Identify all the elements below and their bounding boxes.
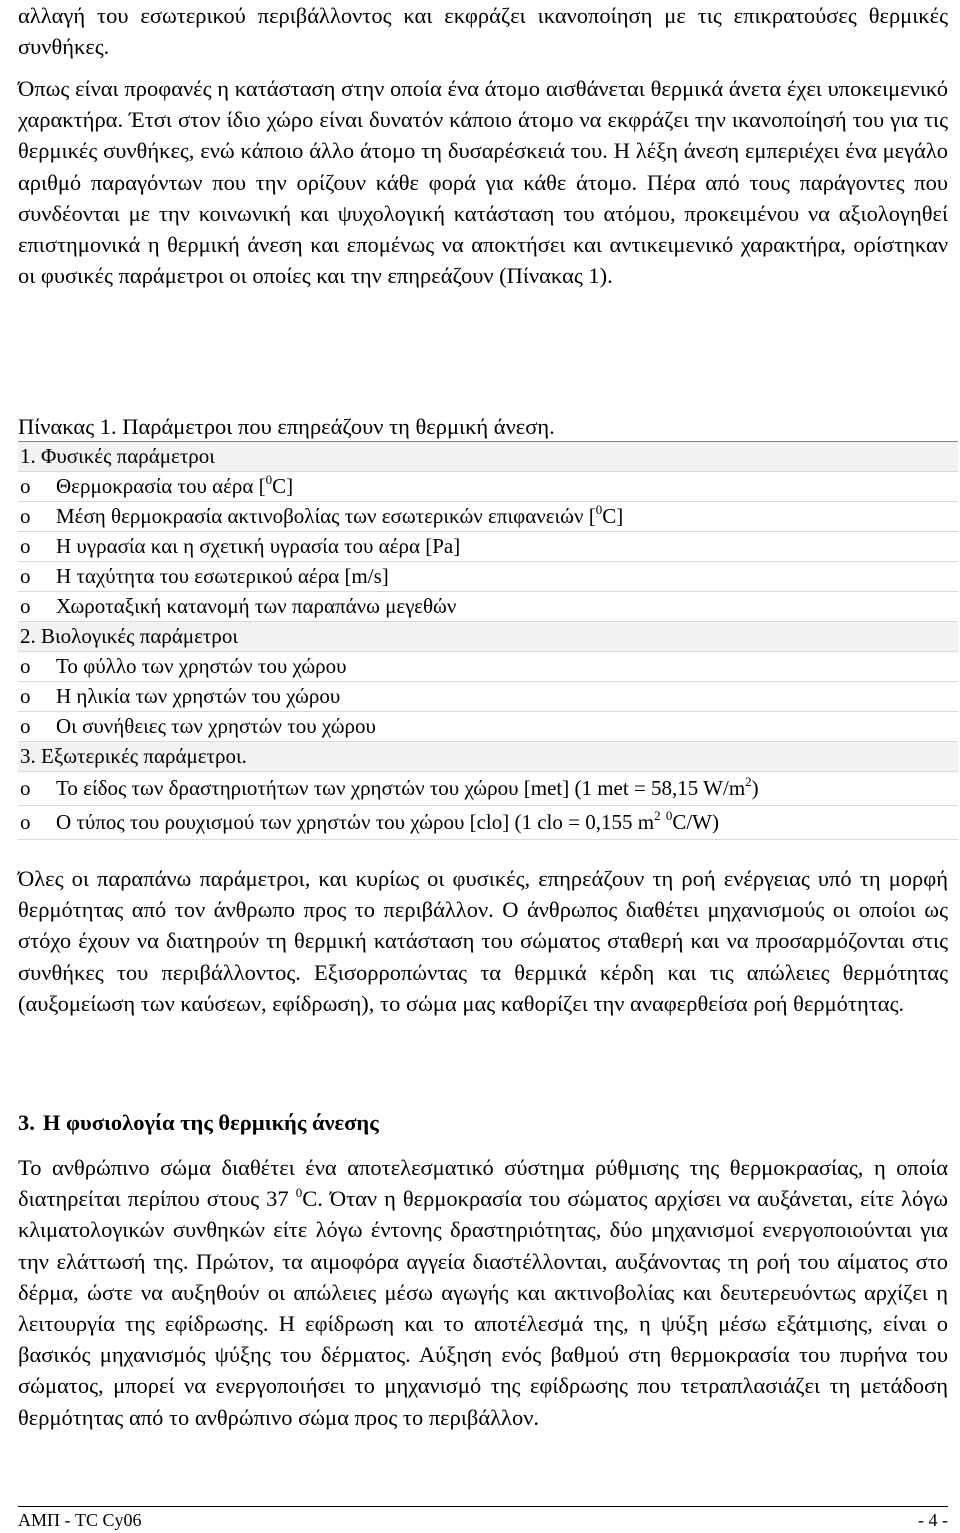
footer-page-number: - 4 -: [918, 1510, 948, 1530]
section-number: 3.: [18, 1110, 35, 1135]
bullet-icon: o: [20, 776, 31, 800]
after-table-paragraph: Όλες οι παραπάνω παράμετροι, και κυρίως οι φυσικές, επηρεάζουν τη ροή ενέργειας υπό τη μορφή θερμότητας από τον άνθρωπο προς το περιβάλλον. Ο άνθρωπος διαθέτει μηχανισμούς οι οποίοι ως στόχο έχουν να διατηρούν τη θερμική κατάσταση του σώματος σταθερή και να προσαρμόζονται στις συνθήκες του περιβάλλοντος. Εξισορροπώντας τα θερμικά κέρδη και τις απώλειες θερμότητας (αυξομείωση των καύσεων, εφίδρωση), το σώμα μας καθορίζει την αναφερθείσα ροή θερμότητας.: [18, 866, 948, 1016]
footer-document-code: ΑΜΠ - TC Cy06: [18, 1510, 142, 1530]
table-section-header: 3. Εξωτερικές παράμετροι.: [18, 742, 958, 772]
bullet-icon: o: [20, 504, 31, 528]
parameter-text: Χωροταξική κατανομή των παραπάνω μεγεθών: [56, 594, 457, 618]
bullet-icon: o: [20, 474, 31, 498]
table-section-header: 2. Βιολογικές παράμετροι: [18, 622, 958, 652]
bullet-icon: o: [20, 684, 31, 708]
page-footer: [18, 1506, 948, 1531]
intro-paragraph: Όπως είναι προφανές η κατάσταση στην οποία ένα άτομο αισθάνεται θερμικά άνετα έχει υποκειμενικό χαρακτήρα. Έτσι στον ίδιο χώρο είναι δυνατόν κάποιο άτομο να εκφράζει την ικανοποίησή του για τις θερμικές συνθήκες, ενώ κάποιο άλλο άτομο τη δυσαρέσκειά του. Η λέξη άνεση εμπεριέχει ένα μεγάλο αριθμό παραγόντων που την ορίζουν κάθε φορά για κάθε άτομο. Πέρα από τους παράγοντες που συνδέονται με την κοινωνική και ψυχολογική κατάσταση του ατόμου, προκειμένου να αξιολογηθεί επιστημονικά η θερμική άνεση και επομένως να αποκτήσει και αντικειμενικό χαρακτήρα, ορίστηκαν οι φυσικές παράμετροι οι οποίες και την επηρεάζουν (Πίνακας 1).: [18, 76, 948, 289]
parameter-text: Οι συνήθειες των χρηστών του χώρου: [56, 714, 376, 738]
bullet-icon: o: [20, 714, 31, 738]
table-row: [18, 712, 958, 742]
parameter-text: Η ταχύτητα του εσωτερικού αέρα [m/s]: [56, 564, 389, 588]
table-section-header-row: [18, 622, 958, 652]
parameter-cell: [54, 772, 958, 806]
parameter-cell: [54, 502, 958, 532]
parameter-text: Θερμοκρασία του αέρα [: [56, 474, 266, 498]
table-row: [18, 562, 958, 592]
table-row: [18, 682, 958, 712]
unit-superscript: 0: [265, 472, 273, 487]
section-paragraph-start: Το ανθρώπινο σώμα διαθέτει ένα αποτελεσματικό σύστημα ρύθμισης της θερμοκρασίας, η οποία διατηρείται περίπου στους 37: [18, 1155, 948, 1212]
table-row: [18, 652, 958, 682]
section-paragraph-rest: C. Όταν η θερμοκρασία του σώματος αρχίσει να αυξάνεται, είτε λόγω κλιματολογικών συνθηκών είτε λόγω έντονης δραστηριότητας, δύο μηχανισμοί ενεργοποιούνται για την ελάττωσή της. Πρώτον, τα αιμοφόρα αγγεία διαστέλλονται, αυξάνοντας τη ροή του αίματος στο δέρμα, ώστε να αυξηθούν οι απώλειες μέσω αγωγής και ακτινοβολίας και δευτερευόντως αρχίζει η λειτουργία της εφίδρωσης. Η εφίδρωση και το αποτέλεσμά της, η ψύξη μέσω εξάτμισης, είναι ο βασικός μηχανισμός ψύξης του δέρματος. Αύξηση ενός βαθμού στη θερμοκρασία του πυρήνα του σώματος, μπορεί να ενεργοποιήσει το μηχανισμό της εφίδρωσης που τετραπλασιάζει τη μετάδοση θερμότητας από το ανθρώπινο σώμα προς το περιβάλλον.: [18, 1186, 948, 1430]
parameters-table: [18, 441, 958, 840]
table-row: [18, 772, 958, 806]
bullet-icon: o: [20, 534, 31, 558]
parameter-text: Μέση θερμοκρασία ακτινοβολίας των εσωτερικών επιφανειών [: [56, 504, 596, 528]
parameter-cell: [54, 682, 958, 712]
unit-superscript: 0: [595, 502, 603, 517]
table-row: [18, 806, 958, 840]
parameter-cell: [54, 592, 958, 622]
parameter-text: Η ηλικία των χρηστών του χώρου: [56, 684, 341, 708]
degree-superscript: 0: [295, 1185, 303, 1201]
bullet-icon: o: [20, 564, 31, 588]
bullet-icon: o: [20, 594, 31, 618]
parameter-text: ): [751, 776, 759, 800]
unit-superscript: 2: [745, 774, 752, 789]
section-title: Η φυσιολογία της θερμικής άνεσης: [42, 1110, 379, 1135]
unit-superscript: 0: [665, 808, 673, 823]
parameter-cell: [54, 472, 958, 502]
bullet-icon: o: [20, 654, 31, 678]
table-row: [18, 472, 958, 502]
section-paragraph: [18, 1152, 948, 1433]
table-caption: Πίνακας 1. Παράμετροι που επηρεάζουν τη θερμική άνεση.: [18, 414, 555, 439]
parameter-text: Ο τύπος του ρουχισμού των χρηστών του χώρου [clo] (1 clo = 0,155 m: [56, 810, 655, 834]
bullet-icon: o: [20, 810, 31, 834]
table-section-header-row: [18, 742, 958, 772]
parameter-cell: [54, 532, 958, 562]
parameter-text: C/W): [672, 810, 719, 834]
intro-paragraph-continued: αλλαγή του εσωτερικού περιβάλλοντος και εκφράζει ικανοποίηση με τις επικρατούσες θερμικές συνθήκες.: [18, 3, 948, 60]
parameter-cell: [54, 806, 958, 840]
parameter-text: Το είδος των δραστηριοτήτων των χρηστών του χώρου [met] (1 met = 58,15 W/m: [56, 776, 746, 800]
unit-superscript: 2: [654, 808, 661, 823]
parameter-cell: [54, 562, 958, 592]
parameter-text: Το φύλλο των χρηστών του χώρου: [56, 654, 347, 678]
table-row: [18, 532, 958, 562]
parameter-text: C]: [602, 504, 624, 528]
table-row: [18, 592, 958, 622]
table-section-header: 1. Φυσικές παράμετροι: [18, 442, 958, 472]
section-heading: [18, 1107, 379, 1138]
parameter-cell: [54, 712, 958, 742]
parameter-text: Η υγρασία και η σχετική υγρασία του αέρα [Pa]: [56, 534, 461, 558]
parameter-text: C]: [272, 474, 294, 498]
table-section-header-row: [18, 442, 958, 472]
parameter-cell: [54, 652, 958, 682]
table-row: [18, 502, 958, 532]
